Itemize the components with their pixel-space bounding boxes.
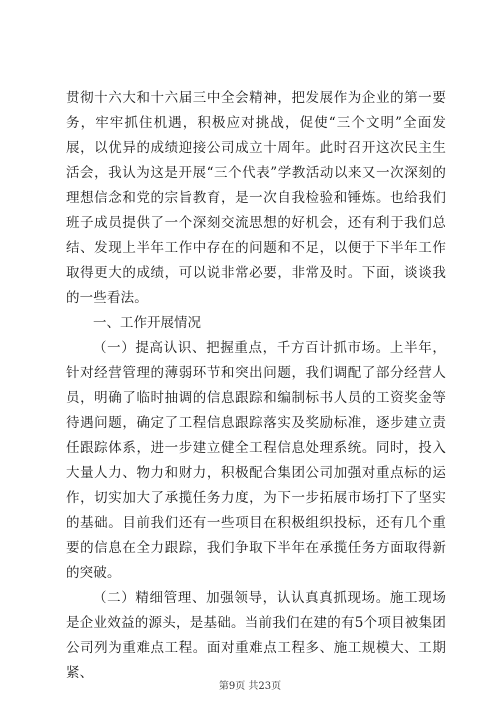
paragraph-item-1: （一）提高认识、把握重点，千方百计抓市场。上半年，针对经营管理的薄弱环节和突出问题，我们调配了部分经营人员，明确了临时抽调的信息跟踪和编制标书人员的工资奖金等待遇问题，确定了工程信息跟踪落实及奖励标准，逐步建立责任跟踪体系，进一步建立健全工程信息处理系统。同时，投入大量人力、物力和财力，积极配合集团公司加强对重点标的运作，切实加大了承揽任务力度，为下一步拓展市场打下了坚实的基础。目前我们还有一些项目在积极组织投标，还有几个重要的信息在全力跟踪，我们争取下半年在承揽任务方面取得新的突破。 [66, 340, 446, 581]
paragraph-item-2: （二）精细管理、加强领导，认认真真抓现场。施工现场是企业效益的源头，是基础。当前我们在建的有5个项目被集团公司列为重难点工程。面对重难点工程多、施工规模大、工期紧、 [66, 590, 446, 681]
page-number-footer: 第9页 共23页 [218, 681, 282, 692]
paragraph-intro: 贯彻十六大和十六届三中全会精神，把发展作为企业的第一要务，牢牢抓住机遇，积极应对挑战，促使“三个文明”全面发展，以优异的成绩迎接公司成立十周年。此时召开这次民主生活会，我认为这是开展“三个代表”学教活动以来又一次深刻的理想信念和党的宗旨教育，是一次自我检验和锤炼。也给我们班子成员提供了一个深刻交流思想的好机会，还有利于我们总结、发现上半年工作中存在的问题和不足，以便于下半年工作取得更大的成绩，可以说非常必要，非常及时。下面，谈谈我的一些看法。 [66, 90, 446, 306]
section-heading: 一、工作开展情况 [93, 315, 201, 331]
document-body [66, 86, 446, 686]
